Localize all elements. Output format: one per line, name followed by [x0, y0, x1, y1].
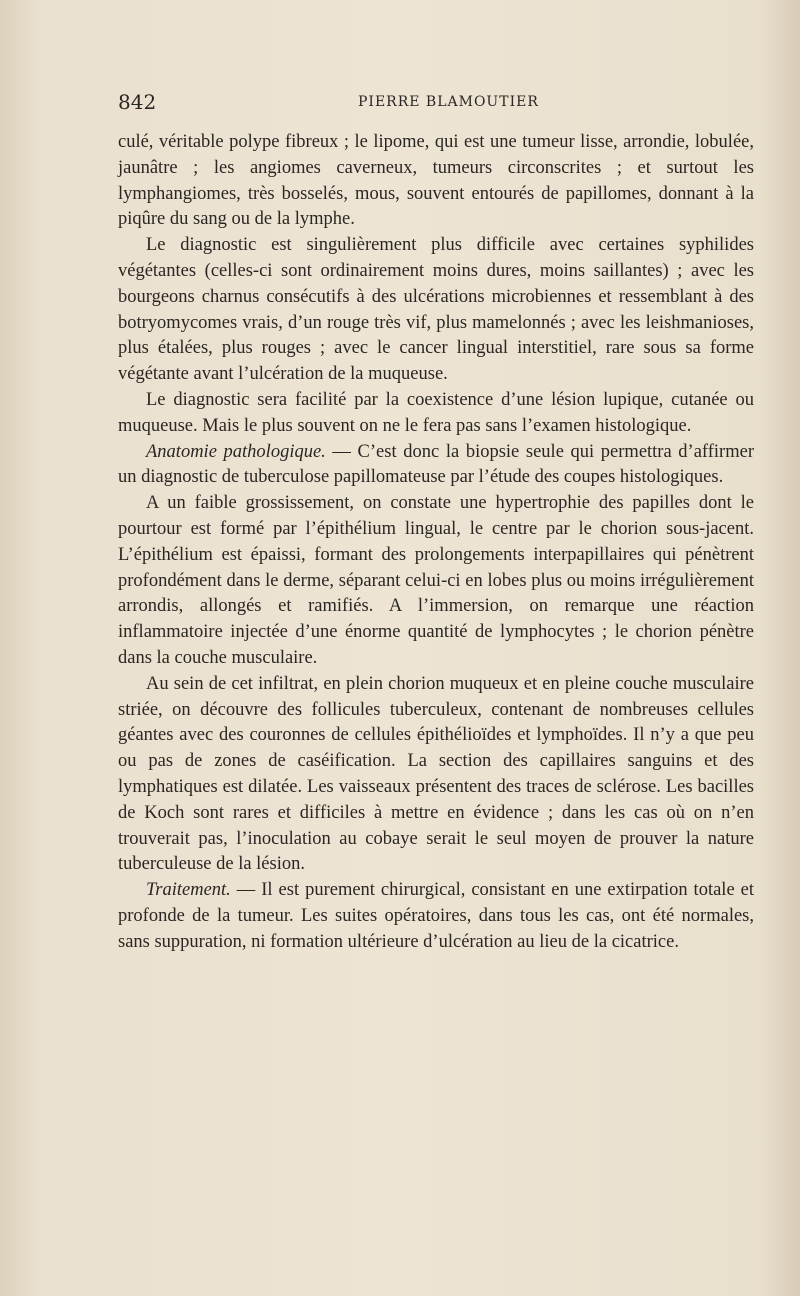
section-heading: Anatomie pathologique.: [146, 441, 326, 462]
paragraph: [118, 233, 754, 388]
paragraph: [118, 672, 754, 878]
paragraph: [118, 878, 754, 955]
paragraph-text: — Il est purement chirurgical, consistant en une extirpation totale et profonde de la tumeur. Les suites opératoires, dans tous les cas, ont été normales, sans suppuration, ni formation ultérieure d’ulcération au lieu de la cicatrice.: [118, 880, 754, 952]
paragraph: [118, 440, 754, 492]
paragraph-text: Au sein de cet infiltrat, en plein chorion muqueux et en pleine couche musculaire striée, on découvre des follicules tuberculeux, contenant de nombreuses cellules géantes avec des couronnes de cellules épithélioïdes et lymphoïdes. Il n’y a que peu ou pas de zones de caséification. La section des capillaires sanguins et des lymphatiques est dilatée. Les vaisseaux présentent des traces de sclérose. Les bacilles de Koch sont rares et difficiles à mettre en évidence ; dans les cas où on n’en trouverait pas, l’inoculation au cobaye serait le seul moyen de prouver la nature tuberculeuse de la lésion.: [118, 673, 754, 875]
paragraph-text: culé, véritable polype fibreux ; le lipome, qui est une tumeur lisse, arrondie, lobulée, jaunâtre ; les angiomes caverneux, tumeurs circonscrites ; et surtout les lymphangiomes, très bosselés, mous, souvent entourés de papillomes, donnant à la piqûre du sang ou de la lymphe.: [118, 132, 754, 230]
paragraph-text: Le diagnostic sera facilité par la coexistence d’une lésion lupique, cutanée ou muqueuse. Mais le plus souvent on ne le fera pas sans l’examen histologique.: [118, 389, 754, 436]
paragraph-text: — C’est donc la biopsie seule qui permettra d’affirmer un diagnostic de tuberculose papillomateuse par l’étude des coupes histologiques.: [118, 441, 754, 488]
body-text: [118, 130, 754, 956]
running-head: PIERRE BLAMOUTIER: [358, 94, 539, 110]
paragraph: [118, 388, 754, 440]
paragraph-text: Le diagnostic est singulièrement plus difficile avec certaines syphilides végétantes (celles-ci sont ordinairement moins dures, moins saillantes) ; avec les bourgeons charnus consécutifs à des ulcérations microbiennes et ressemblant à des botryomycomes vrais, d’un rouge très vif, plus mamelonnés ; avec les leishmanioses, plus étalées, plus rouges ; avec le cancer lingual interstitiel, rare sous sa forme végétante avant l’ulcération de la muqueuse.: [118, 235, 754, 385]
section-heading: Traitement.: [146, 880, 231, 901]
paragraph-text: A un faible grossissement, on constate une hypertrophie des papilles dont le pourtour est formé par l’épithélium lingual, le centre par le chorion sous-jacent. L’épithélium est épaissi, formant des prolongements interpapillaires qui pénètrent profondément dans le derme, séparant celui-ci en lobes plus ou moins irrégulièrement arrondis, allongés et ramifiés. A l’immersion, on remarque une réaction inflammatoire injectée d’une énorme quantité de lymphocytes ; le chorion pénètre dans la couche musculaire.: [118, 493, 754, 668]
paragraph: [118, 491, 754, 672]
page-number: 842: [118, 90, 157, 114]
paragraph: [118, 130, 754, 233]
page-header: [118, 90, 758, 118]
